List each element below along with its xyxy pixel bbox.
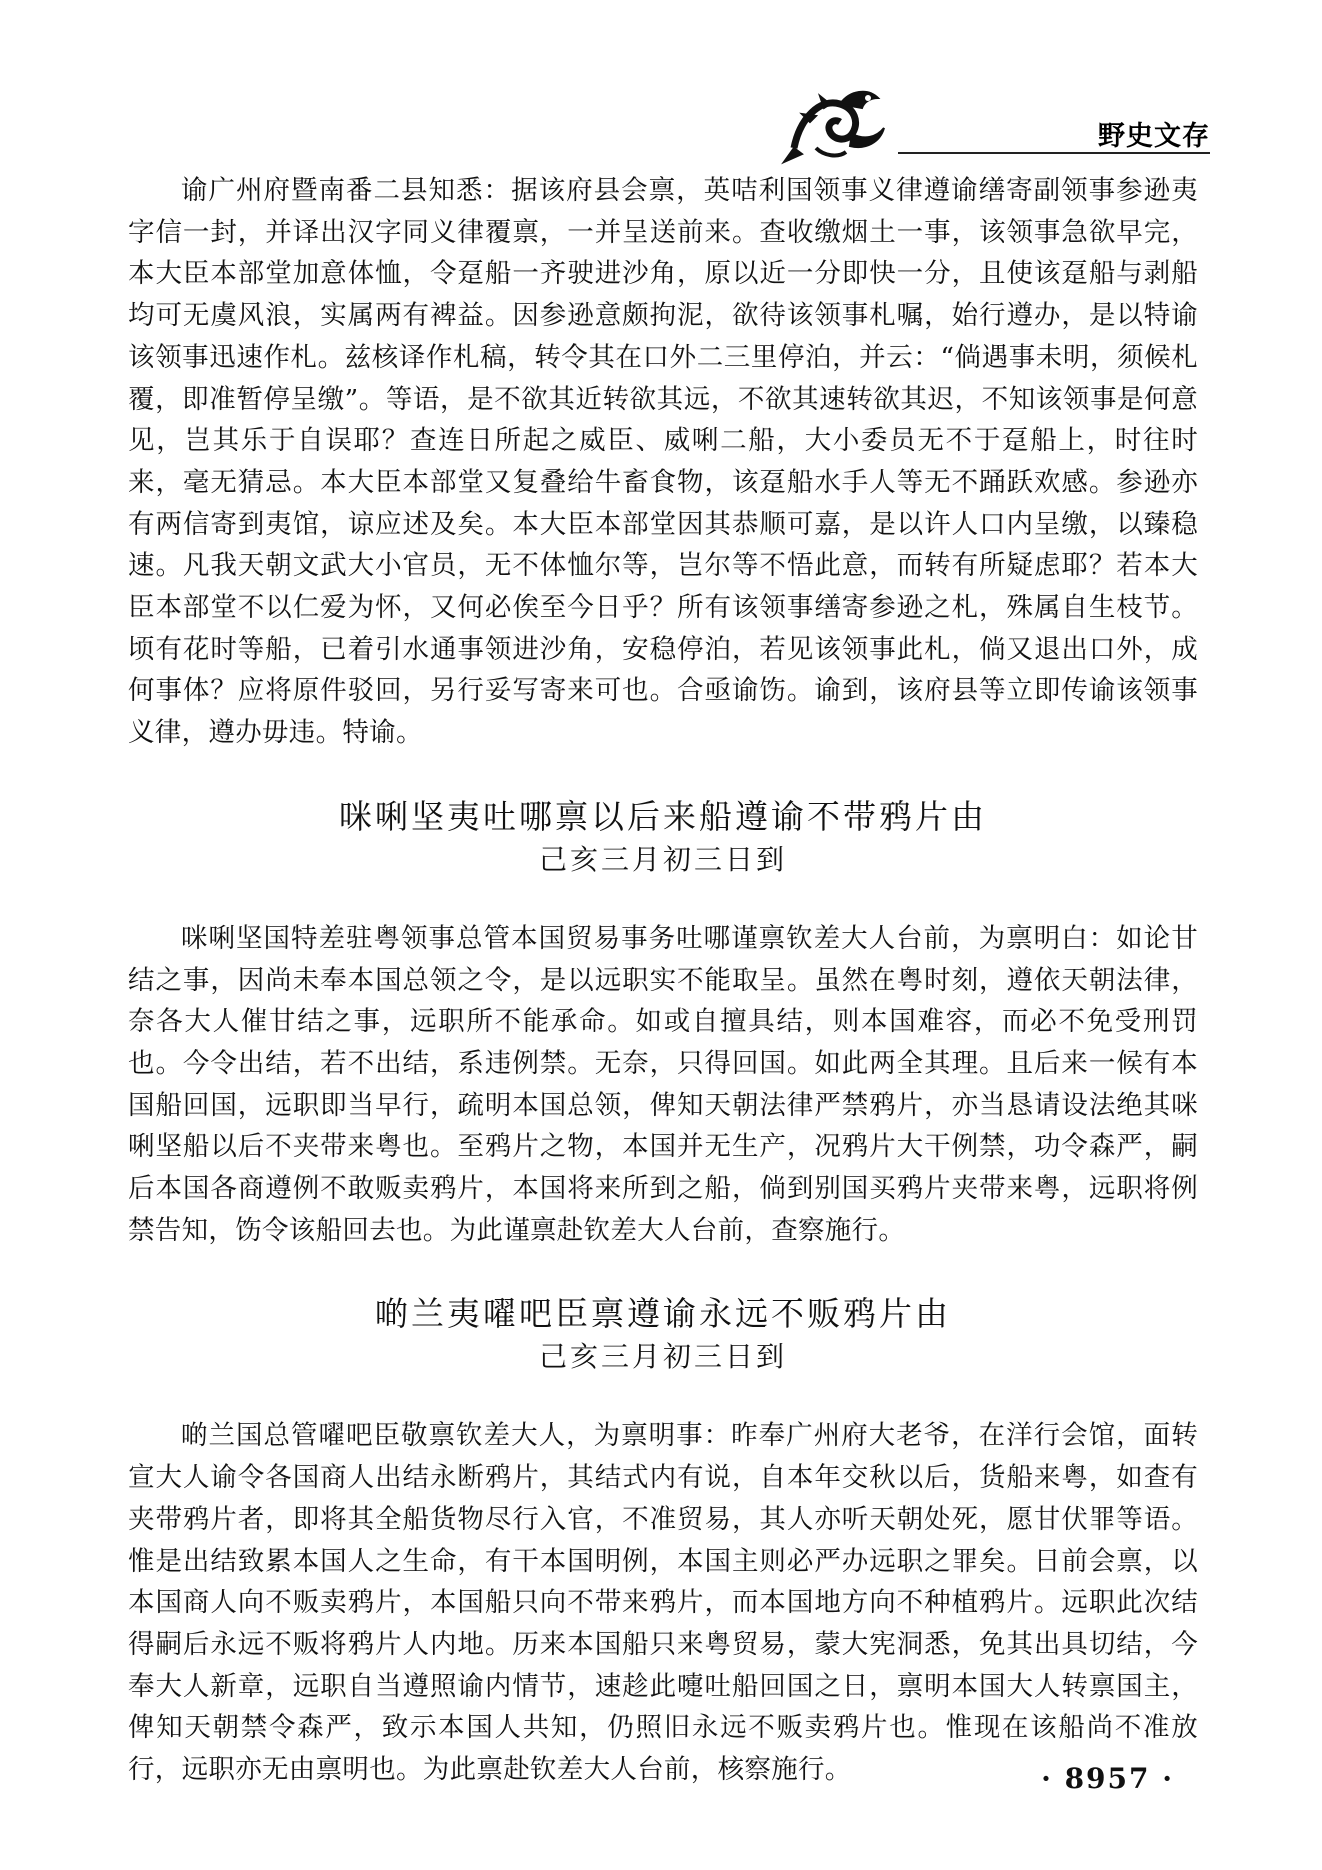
page-number: · 8957 · [1041, 1762, 1174, 1795]
section-date: 己亥三月初三日到 [538, 842, 787, 876]
dutch-consul-body-paragraph: 啲兰国总管嚁吧臣敬禀钦差大人，为禀明事：昨奉广州府大老爷，在洋行会馆，面转宣大人谕令各国商人出结永断鸦片，其结式内有说，自本年交秋以后，货船来粤，如查有夹带鸦片者，即将其全船货物尽行入官，不准贸易，其人亦听天朝处死，愿甘伏罪等语。惟是出结致累本国人之生命，有干本国明例，本国主则必严办远职之罪矣。日前会禀，以本国商人向不贩卖鸦片，本国船只向不带来鸦片，而本国地方向不种植鸦片。远职此次结得嗣后永远不贩将鸦片人内地。历来本国船只来粤贸易，蒙大宪洞悉，免其出具切结，今奉大人新章，远职自当遵照谕内情节，速趁此嚏吐船回国之日，禀明本国大人转禀国主，俾知天朝禁令森严，致示本国人共知，仍照旧永远不贩卖鸦片也。惟现在该船尚不准放行，远职亦无由禀明也。为此禀赴钦差大人台前，核察施行。 [128, 1420, 1198, 1786]
section-spacer [128, 754, 1198, 796]
edict-body-paragraph: 谕广州府暨南番二县知悉：据该府县会禀，英咭利国领事义律遵谕缮寄副领事参逊夷字信一封，并译出汉字同义律覆禀，一并呈送前来。查收缴烟土一事，该领事急欲早完，本大臣本部堂加意体恤，令趸船一齐驶进沙角，原以近一分即快一分，且使该趸船与剥船均可无虞风浪，实属两有裨益。因参逊意颇拘泥，欲待该领事札嘱，始行遵办，是以特谕该领事迅速作札。兹核译作札稿，转令其在口外二三里停泊，并云：“倘遇事未明，须候札覆，即准暂停呈缴”。等语，是不欲其近转欲其远，不欲其速转欲其迟，不知该领事是何意见，岂其乐于自误耶？查连日所起之威臣、威唎二船，大小委员无不于趸船上，时往时来，毫无猜忌。本大臣本部堂又复叠给牛畜食物，该趸船水手人等无不踊跃欢感。参逊亦有两信寄到夷馆，谅应述及矣。本大臣本部堂因其恭顺可嘉，是以许人口内呈缴，以臻稳速。凡我天朝文武大小官员，无不体恤尔等，岂尔等不悟此意，而转有所疑虑耶？若本大臣本部堂不以仁爱为怀，又何必俟至今日乎？所有该领事缮寄参逊之札，殊属自生枝节。顷有花时等船，已着引水通事领进沙角，安稳停泊，若见该领事此札，倘又退出口外，成何事体？应将原件驳回，另行妥写寄来可也。合亟谕饬。谕到，该府县等立即传谕该领事义律，遵办毋违。特谕。 [128, 175, 1198, 749]
page-header [780, 78, 1210, 168]
section-spacer [128, 1251, 1198, 1293]
section-date: 己亥三月初三日到 [538, 1340, 787, 1374]
section-spacer [128, 1379, 1198, 1415]
section-title-dutch-consul: 啲兰夷嚁吧臣禀遵谕永远不贩鸦片由 [375, 1294, 951, 1334]
section-spacer [128, 882, 1198, 918]
section-title-american-consul: 咪唎坚夷吐哪禀以后来船遵谕不带鸦片由 [339, 796, 987, 836]
american-consul-body-paragraph: 咪唎坚国特差驻粤领事总管本国贸易事务吐哪谨禀钦差大人台前，为禀明白：如论甘结之事，因尚未奉本国总领之令，是以远职实不能取呈。虽然在粤时刻，遵依天朝法律，奈各大人催甘结之事，远职所不能承命。如或自擅具结，则本国难容，而必不免受刑罚也。今令出结，若不出结，系违例禁。无奈，只得回国。如此两全其理。且后来一候有本国船回国，远职即当早行，疏明本国总领，俾知天朝法律严禁鸦片，亦当恳请设法绝其咪唎坚船以后不夹带来粤也。至鸦片之物，本国并无生产，况鸦片大干例禁，功令森严，嗣后本国各商遵例不敢贩卖鸦片，本国将来所到之船，倘到别国买鸦片夹带来粤，远职将例禁告知，饬令该船回去也。为此谨禀赴钦差大人台前，查察施行。 [128, 922, 1198, 1246]
page-content [128, 170, 1198, 1791]
header-divider [898, 152, 1210, 154]
series-title: 野史文存 [1098, 121, 1210, 152]
dragon-emblem-icon [780, 78, 890, 168]
